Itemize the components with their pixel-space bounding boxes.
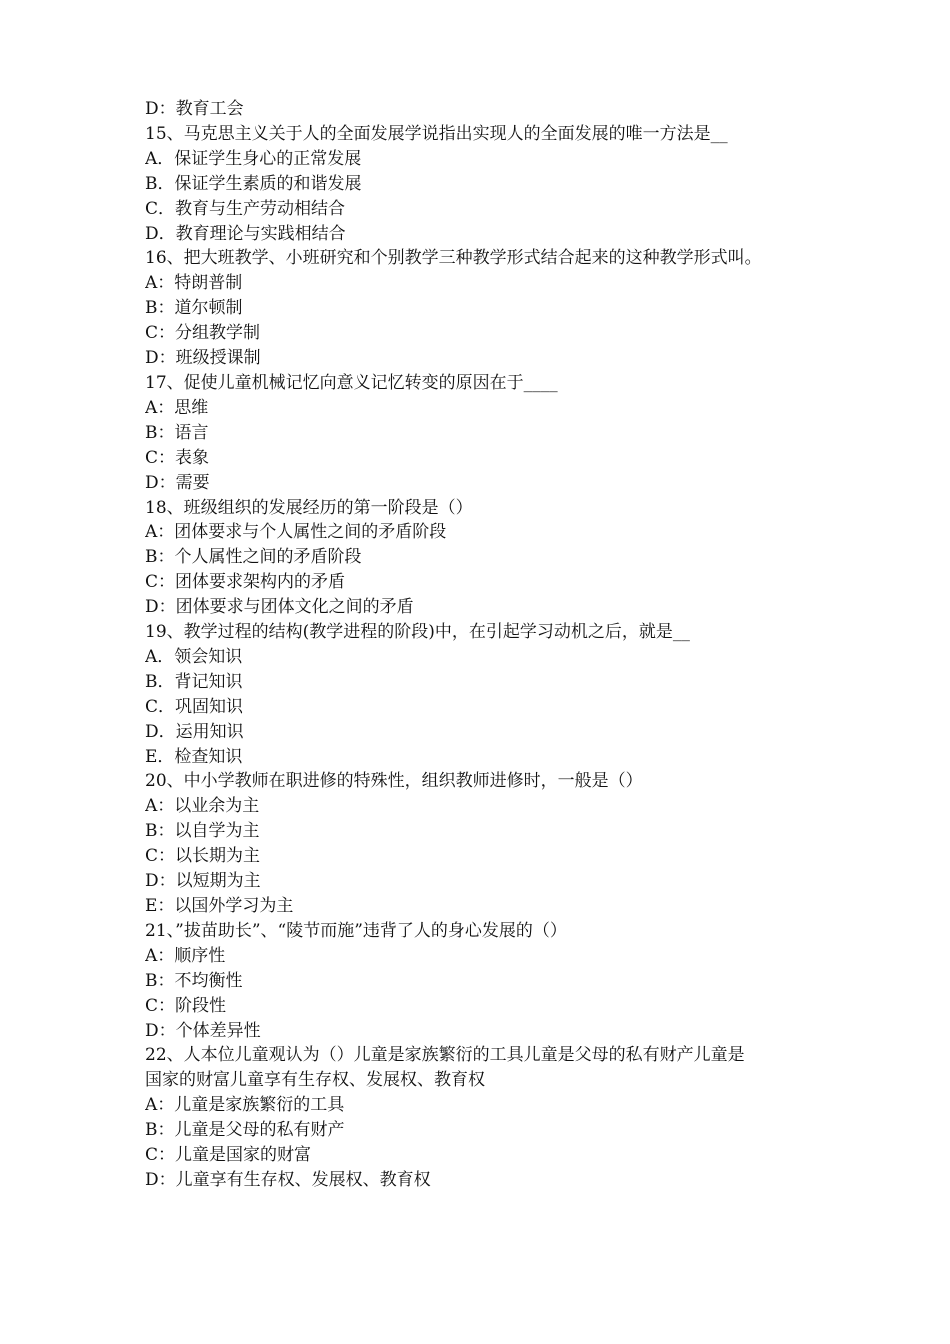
option-line: D：儿童享有生存权、发展权、教育权 bbox=[145, 1169, 431, 1190]
question-18: 18、班级组织的发展经历的第一阶段是（） bbox=[145, 497, 473, 518]
option-line: E：以国外学习为主 bbox=[145, 896, 294, 916]
option-line: C：阶段性 bbox=[145, 995, 227, 1016]
question-22: 22、人本位儿童观认为（）儿童是家族繁衍的工具儿童是父母的私有财产儿童是 bbox=[145, 1045, 745, 1066]
option-line: D：团体要求与团体文化之间的矛盾 bbox=[145, 597, 414, 618]
option-line: D：以短期为主 bbox=[145, 871, 261, 892]
question-15: 15、马克思主义关于人的全面发展学说指出实现人的全面发展的唯一方法是__ bbox=[145, 123, 728, 144]
option-line: C：以长期为主 bbox=[145, 846, 261, 867]
option-line: A．保证学生身心的正常发展 bbox=[145, 148, 362, 169]
option-line: A：团体要求与个人属性之间的矛盾阶段 bbox=[145, 522, 447, 543]
question-19: 19、教学过程的结构(教学进程的阶段)中，在引起学习动机之后，就是__ bbox=[145, 622, 690, 643]
question-16: 16、把大班教学、小班研究和个别教学三种教学形式结合起来的这种教学形式叫。 bbox=[145, 248, 762, 269]
option-line: C：儿童是国家的财富 bbox=[145, 1145, 312, 1166]
option-line: B．背记知识 bbox=[145, 671, 243, 692]
option-line: C：分组教学制 bbox=[145, 323, 261, 344]
option-line: B．保证学生素质的和谐发展 bbox=[145, 173, 362, 194]
option-line: A：思维 bbox=[145, 397, 209, 418]
option-line: C：团体要求架构内的矛盾 bbox=[145, 572, 346, 593]
question-22-continued: 国家的财富儿童享有生存权、发展权、教育权 bbox=[145, 1070, 485, 1091]
option-line: C．教育与生产劳动相结合 bbox=[145, 198, 346, 219]
option-line: D．运用知识 bbox=[145, 721, 244, 742]
option-line: A：以业余为主 bbox=[145, 796, 260, 817]
option-line: B：不均衡性 bbox=[145, 970, 243, 991]
option-line: B：道尔顿制 bbox=[145, 298, 243, 319]
option-line: B：语言 bbox=[145, 422, 209, 443]
option-line: A．领会知识 bbox=[145, 646, 243, 667]
question-20: 20、中小学教师在职进修的特殊性，组织教师进修时，一般是（） bbox=[145, 771, 643, 792]
option-line: D．教育理论与实践相结合 bbox=[145, 223, 346, 244]
option-line: A：特朗普制 bbox=[145, 273, 243, 294]
option-line: A：儿童是家族繁衍的工具 bbox=[145, 1095, 345, 1116]
option-line: E．检查知识 bbox=[145, 746, 243, 767]
option-line: A：顺序性 bbox=[145, 945, 226, 966]
option-line: D：班级授课制 bbox=[145, 348, 261, 369]
question-21: 21、”拔苗助长”、“陵节而施”违背了人的身心发展的（） bbox=[145, 920, 567, 941]
option-line: D：需要 bbox=[145, 472, 210, 493]
document-body bbox=[145, 97, 815, 1193]
option-line: C．巩固知识 bbox=[145, 696, 244, 717]
option-line: D：个体差异性 bbox=[145, 1020, 261, 1041]
option-line: B：以自学为主 bbox=[145, 821, 260, 842]
question-17: 17、促使儿童机械记忆向意义记忆转变的原因在于____ bbox=[145, 372, 558, 393]
option-line: B：儿童是父母的私有财产 bbox=[145, 1120, 345, 1141]
option-line: D：教育工会 bbox=[145, 99, 244, 119]
option-line: C：表象 bbox=[145, 447, 210, 468]
option-line: B：个人属性之间的矛盾阶段 bbox=[145, 547, 362, 568]
